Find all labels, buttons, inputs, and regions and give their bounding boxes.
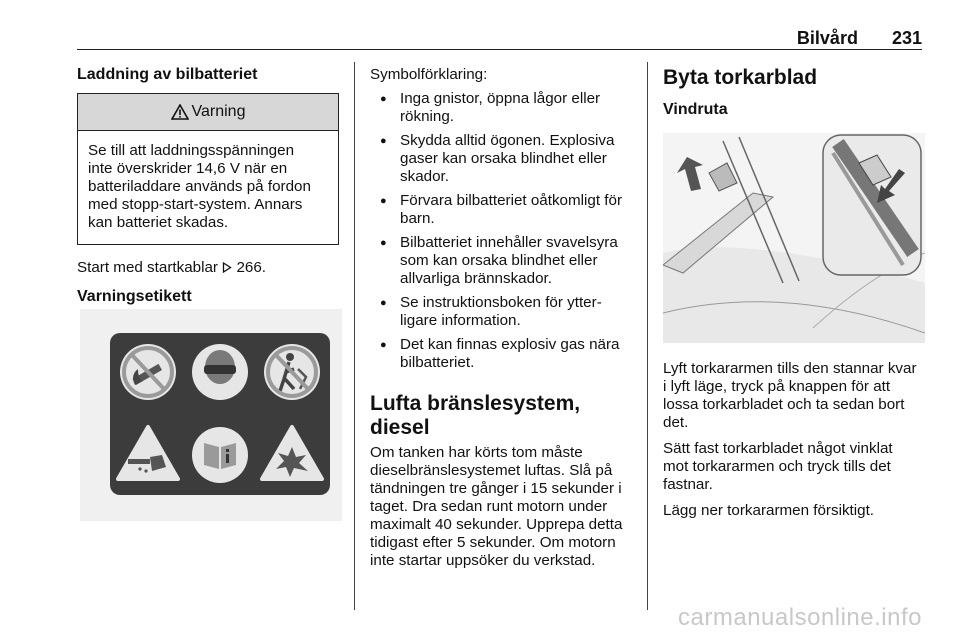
paragraph-line: det. <box>663 414 689 431</box>
list-line: ● Det kan finnas explosiv gas nära <box>400 336 620 353</box>
warning-line: Se till att laddningsspänningen <box>88 142 295 159</box>
left-column <box>77 66 339 306</box>
page-number: 231 <box>891 28 922 48</box>
list-line: skador. <box>400 168 449 185</box>
paragraph-line: maximalt 40 sekunder. Upprepa detta <box>370 516 623 533</box>
warning-body <box>78 131 338 244</box>
warning-label-heading: Varningsetikett <box>77 288 192 305</box>
battery-charging-heading: Laddning av bilbatteriet <box>77 66 258 83</box>
wiper-replacement-illustration <box>663 133 925 343</box>
list-line: ● Inga gnistor, öppna lågor eller <box>400 90 601 107</box>
column-divider-left <box>354 62 355 610</box>
paragraph-line: fastnar. <box>663 476 713 493</box>
jump-start-page[interactable]: 266. <box>236 259 266 276</box>
paragraph-line: tidigast efter 5 sekunder. Om motorn <box>370 534 616 551</box>
column-divider-right <box>647 62 648 610</box>
warning-line: med stopp-start-system. Annars <box>88 196 303 213</box>
list-item <box>370 294 636 330</box>
list-line: ligare information. <box>400 312 521 329</box>
list-line: bilbatteriet. <box>400 354 475 371</box>
paragraph-line: taget. Dra sedan runt motorn under <box>370 498 608 515</box>
middle-column <box>370 66 636 570</box>
list-item <box>370 234 636 288</box>
list-line: ● Se instruktionsboken för ytter- <box>400 294 602 311</box>
page-reference-arrow-icon <box>222 262 232 273</box>
section-title: Bilvård <box>796 28 858 48</box>
list-line: ● Förvara bilbatteriet oåtkomligt för <box>400 192 622 209</box>
warning-line: kan batteriet skadas. <box>88 214 229 231</box>
symbol-legend-list <box>370 90 636 372</box>
paragraph-line: mot torkararmen och tryck tills det <box>663 458 891 475</box>
list-line: ● Skydda alltid ögonen. Explosiva <box>400 132 615 149</box>
list-item <box>370 336 636 372</box>
read-manual-sign-icon <box>192 427 248 483</box>
list-line: barn. <box>400 210 435 227</box>
paragraph-line: tändningen tre gånger i 15 sekunder i <box>370 480 622 497</box>
wiper-step-2 <box>663 440 935 494</box>
right-column <box>663 66 929 119</box>
fuel-system-paragraph <box>370 444 636 570</box>
fuel-system-heading: Lufta bränslesystem, diesel <box>370 392 581 439</box>
page-header <box>797 28 922 49</box>
battery-warning-label-image <box>80 309 342 521</box>
paragraph-line: Om tanken har körts tom måste <box>370 444 583 461</box>
paragraph-line: inte startar uppsöker du verkstad. <box>370 552 596 569</box>
windscreen-subheading: Vindruta <box>663 101 728 118</box>
paragraph-line: dieselbränslesystemet luftas. Slå på <box>370 462 613 479</box>
wiper-step-1 <box>663 360 935 432</box>
list-item <box>370 132 636 186</box>
list-item <box>370 90 636 126</box>
list-line: allvarliga brännskador. <box>400 270 552 287</box>
warning-line: inte överskrider 14,6 V när en <box>88 160 288 177</box>
watermark: carmanualsonline.info <box>678 604 922 631</box>
warning-title: Varning <box>191 103 246 120</box>
warning-triangle-icon <box>171 104 189 120</box>
warning-line: batteriladdare används på fordon <box>88 178 311 195</box>
jump-start-reference <box>77 259 339 277</box>
header-rule <box>77 49 922 50</box>
wiper-blade-heading: Byta torkarblad <box>663 66 818 89</box>
list-line: ● Bilbatteriet innehåller svavelsyra <box>400 234 618 251</box>
paragraph-line: i lyft läge, tryck på knappen för att <box>663 378 891 395</box>
paragraph-line: lossa torkarbladet och ta sedan bort <box>663 396 905 413</box>
list-line: rökning. <box>400 108 455 125</box>
jump-start-text: Start med startkablar <box>77 259 218 276</box>
right-column-text <box>663 360 935 520</box>
symbol-legend-intro: Symbolförklaring: <box>370 66 488 83</box>
list-item <box>370 192 636 228</box>
paragraph-line: Sätt fast torkarbladet något vinklat <box>663 440 893 457</box>
warning-box <box>77 93 339 245</box>
warning-header <box>78 94 338 131</box>
list-line: gaser kan orsaka blindhet eller <box>400 150 607 167</box>
list-line: som kan orsaka blindhet eller <box>400 252 598 269</box>
wiper-step-3: Lägg ner torkararmen försiktigt. <box>663 502 875 519</box>
paragraph-line: Lyft torkararmen tills den stannar kvar <box>663 360 917 377</box>
